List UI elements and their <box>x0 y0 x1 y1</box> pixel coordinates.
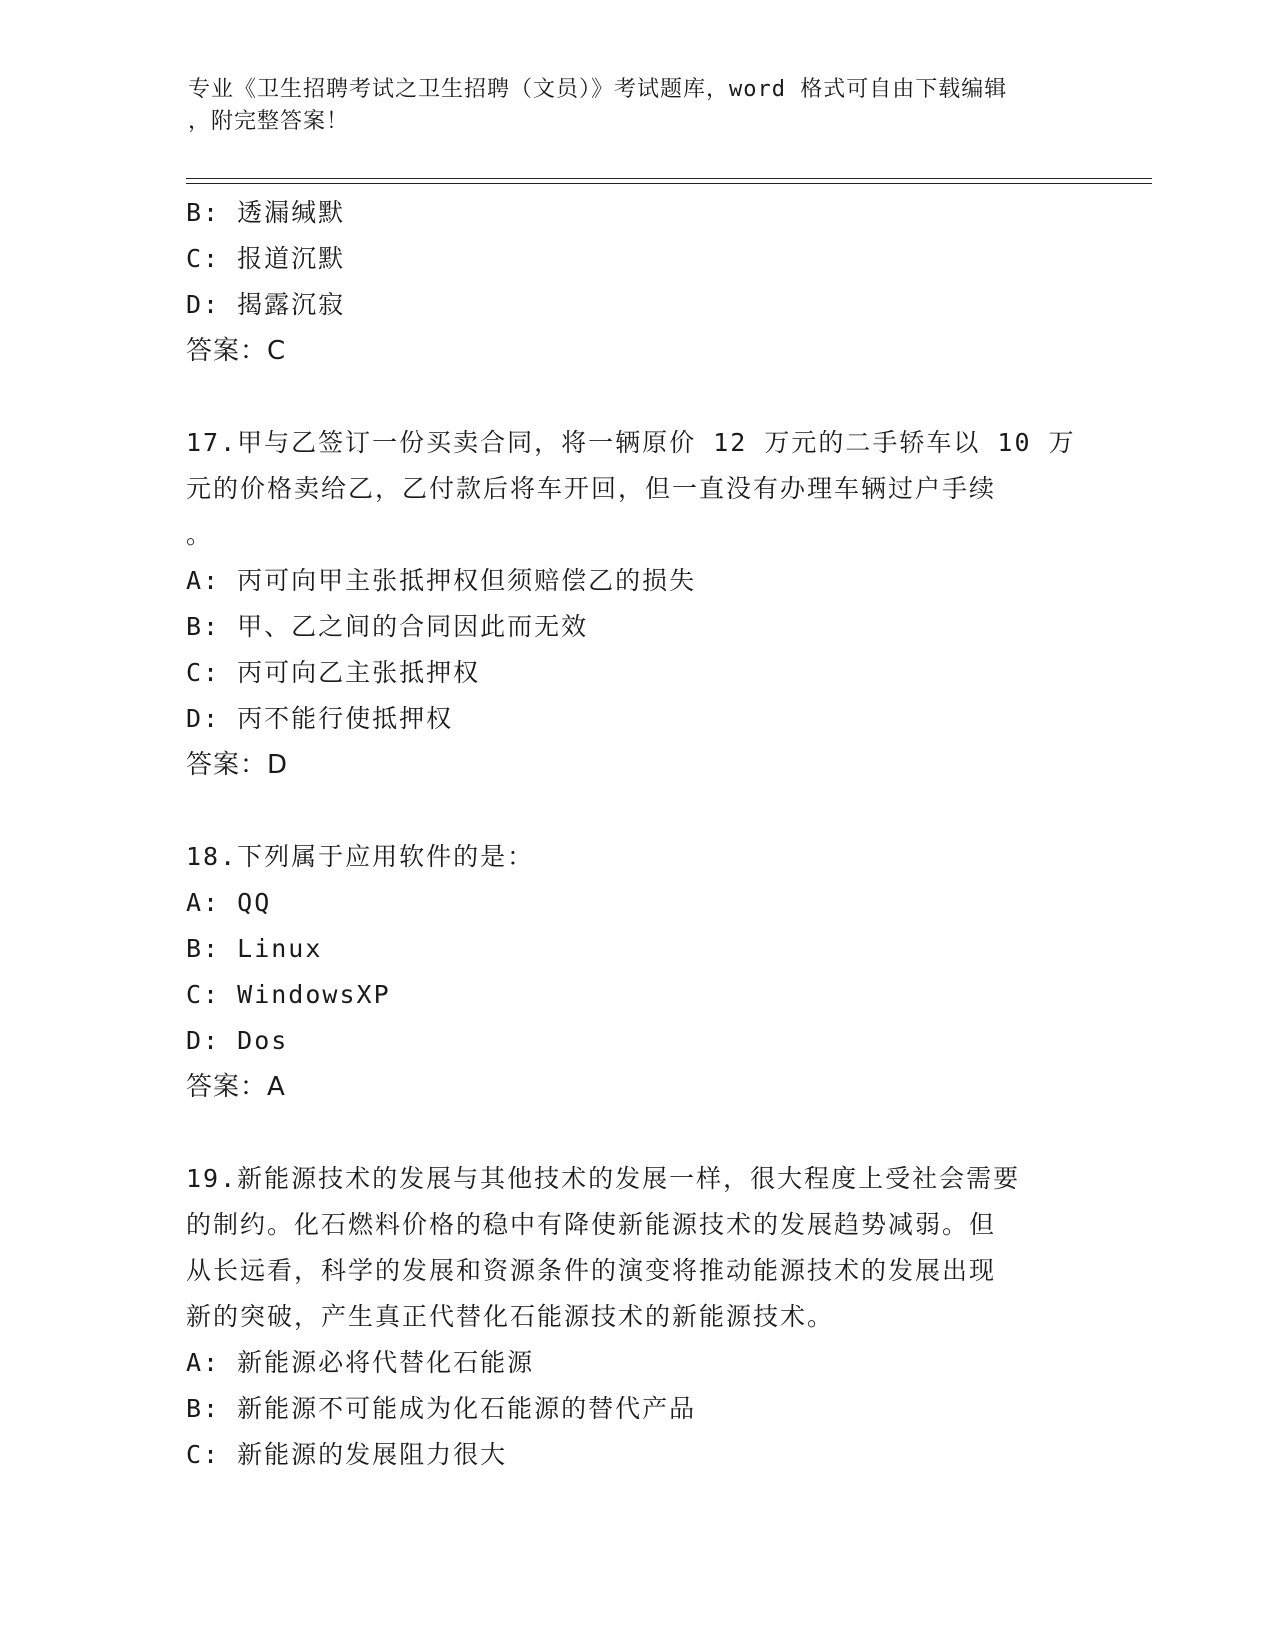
option-c: C: WindowsXP <box>186 980 391 1009</box>
header-line-2: ，附完整答案！ <box>188 109 350 134</box>
header-line-1: 专业《卫生招聘考试之卫生招聘（文员）》考试题库，word 格式可自由下载编辑 <box>188 77 1008 102</box>
answer: 答案：C <box>186 336 287 366</box>
option-d: D: 丙不能行使抵押权 <box>186 704 454 733</box>
question-stem-line: 新的突破，产生真正代替化石能源技术的新能源技术。 <box>186 1302 835 1331</box>
header-divider-top <box>186 178 1152 179</box>
question-stem-line: 18.下列属于应用软件的是： <box>186 842 535 871</box>
option-d: D: Dos <box>186 1026 289 1055</box>
option-b: B: Linux <box>186 934 323 963</box>
option-b: B: 甲、乙之间的合同因此而无效 <box>186 612 589 641</box>
question-stem-line: 元的价格卖给乙，乙付款后将车开回，但一直没有办理车辆过户手续 <box>186 474 997 503</box>
question-stem-line: 19.新能源技术的发展与其他技术的发展一样，很大程度上受社会需要 <box>186 1164 1021 1193</box>
question-17 <box>186 420 1086 788</box>
option-a: A: 新能源必将代替化石能源 <box>186 1348 535 1377</box>
question-19 <box>186 1156 1086 1478</box>
option-c: C: 新能源的发展阻力很大 <box>186 1440 508 1469</box>
option-b: B: 透漏缄默 <box>186 198 346 227</box>
question-stem-line: 从长远看，科学的发展和资源条件的演变将推动能源技术的发展出现 <box>186 1256 997 1285</box>
question-list <box>186 190 1086 1478</box>
question-stem-line: 。 <box>186 520 214 549</box>
document-header <box>188 74 1068 138</box>
question-18 <box>186 834 1086 1110</box>
option-d: D: 揭露沉寂 <box>186 290 346 319</box>
answer: 答案：A <box>186 1072 286 1102</box>
question-16 <box>186 190 1086 374</box>
question-stem-line: 17.甲与乙签订一份买卖合同，将一辆原价 12 万元的二手轿车以 10 万 <box>186 428 1076 457</box>
option-a: A: 丙可向甲主张抵押权但须赔偿乙的损失 <box>186 566 697 595</box>
answer: 答案：D <box>186 750 289 780</box>
header-divider-bottom <box>186 183 1152 184</box>
option-a: A: QQ <box>186 888 272 917</box>
question-stem-line: 的制约。化石燃料价格的稳中有降使新能源技术的发展趋势减弱。但 <box>186 1210 997 1239</box>
option-c: C: 报道沉默 <box>186 244 346 273</box>
option-b: B: 新能源不可能成为化石能源的替代产品 <box>186 1394 697 1423</box>
option-c: C: 丙可向乙主张抵押权 <box>186 658 481 687</box>
